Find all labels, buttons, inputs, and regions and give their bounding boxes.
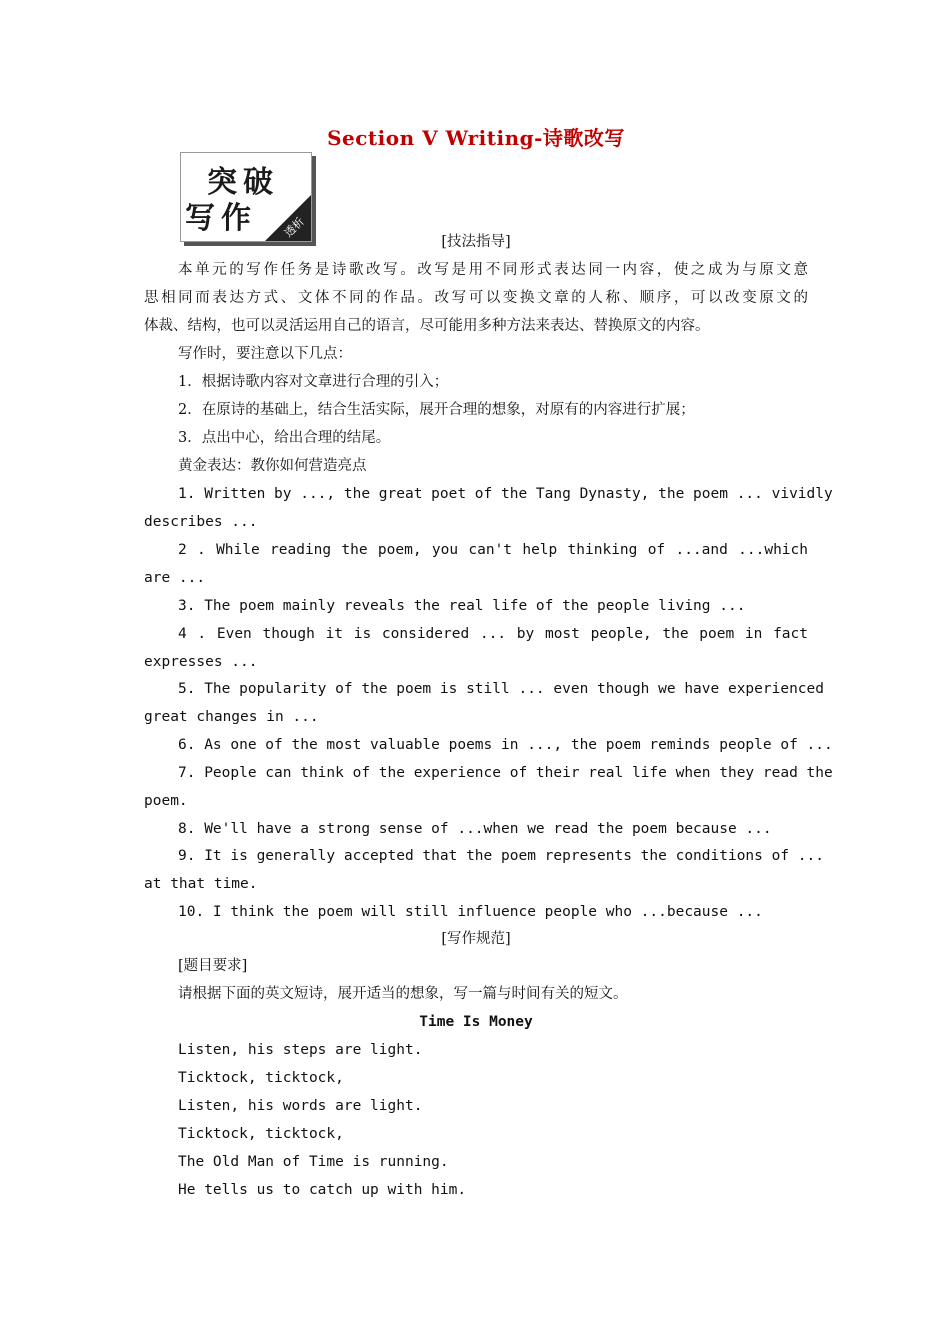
section-heading-standard: [写作规范] <box>441 931 511 947</box>
poem-line: The Old Man of Time is running. <box>178 1154 449 1170</box>
poem-line: He tells us to catch up with him. <box>178 1182 467 1198</box>
poem-title: Time Is Money <box>419 1014 533 1030</box>
phrase-line: 4 . Even though it is considered ... by most people, the poem in fact <box>178 626 808 642</box>
phrase-line: 7. People can think of the experience of their real life when they read the <box>178 765 833 781</box>
phrase-line: poem. <box>144 793 188 809</box>
logo-badge: 透析 <box>281 214 307 240</box>
section-heading-technique: [技法指导] <box>441 234 511 250</box>
phrase-line: great changes in ... <box>144 709 319 725</box>
intro-line: 本单元的写作任务是诗歌改写。改写是用不同形式表达同一内容，使之成为与原文意 <box>178 262 808 278</box>
task-text: 请根据下面的英文短诗，展开适当的想象，写一篇与时间有关的短文。 <box>178 986 628 1002</box>
phrase-line: 1. Written by ..., the great poet of the Tang Dynasty, the poem ... vividly <box>178 486 833 502</box>
note-item: 1．根据诗歌内容对文章进行合理的引入； <box>178 374 449 390</box>
intro-line: 体裁、结构，也可以灵活运用自己的语言，尽可能用多种方法来表达、替换原文的内容。 <box>144 318 710 334</box>
poem-line: Listen, his steps are light. <box>178 1042 423 1058</box>
notes-heading: 写作时，要注意以下几点： <box>178 346 352 362</box>
page-title: Section Ⅴ Writing-诗歌改写 <box>327 126 625 150</box>
phrase-line: 10. I think the poem will still influence people who ...because ... <box>178 904 763 920</box>
intro-line: 思相同而表达方式、文体不同的作品。改写可以变换文章的人称、顺序，可以改变原文的 <box>144 290 808 306</box>
phrase-line: are ... <box>144 570 206 586</box>
phrase-line: at that time. <box>144 876 258 892</box>
poem-line: Ticktock, ticktock, <box>178 1126 344 1142</box>
poem-line: Listen, his words are light. <box>178 1098 423 1114</box>
logo-line-1: 突破 <box>207 165 279 200</box>
note-item: 3．点出中心，给出合理的结尾。 <box>178 430 391 446</box>
phrase-line: 3. The poem mainly reveals the real life of the people living ... <box>178 598 746 614</box>
logo-line-2: 写作 <box>185 201 257 236</box>
golden-heading: 黄金表达：教你如何营造亮点 <box>178 458 367 474</box>
phrase-line: 5. The popularity of the poem is still ... even though we have experienced <box>178 681 825 697</box>
phrase-line: describes ... <box>144 514 258 530</box>
phrase-line: 8. We'll have a strong sense of ...when we read the poem because ... <box>178 821 772 837</box>
note-item: 2．在原诗的基础上，结合生活实际，展开合理的想象，对原有的内容进行扩展； <box>178 402 695 418</box>
phrase-line: 2 . While reading the poem, you can't help thinking of ...and ...which <box>178 542 808 558</box>
task-heading: [题目要求] <box>178 958 248 974</box>
poem-line: Ticktock, ticktock, <box>178 1070 344 1086</box>
phrase-line: expresses ... <box>144 654 258 670</box>
phrase-line: 6. As one of the most valuable poems in ..., the poem reminds people of ... <box>178 737 833 753</box>
phrase-line: 9. It is generally accepted that the poem represents the conditions of ... <box>178 848 825 864</box>
